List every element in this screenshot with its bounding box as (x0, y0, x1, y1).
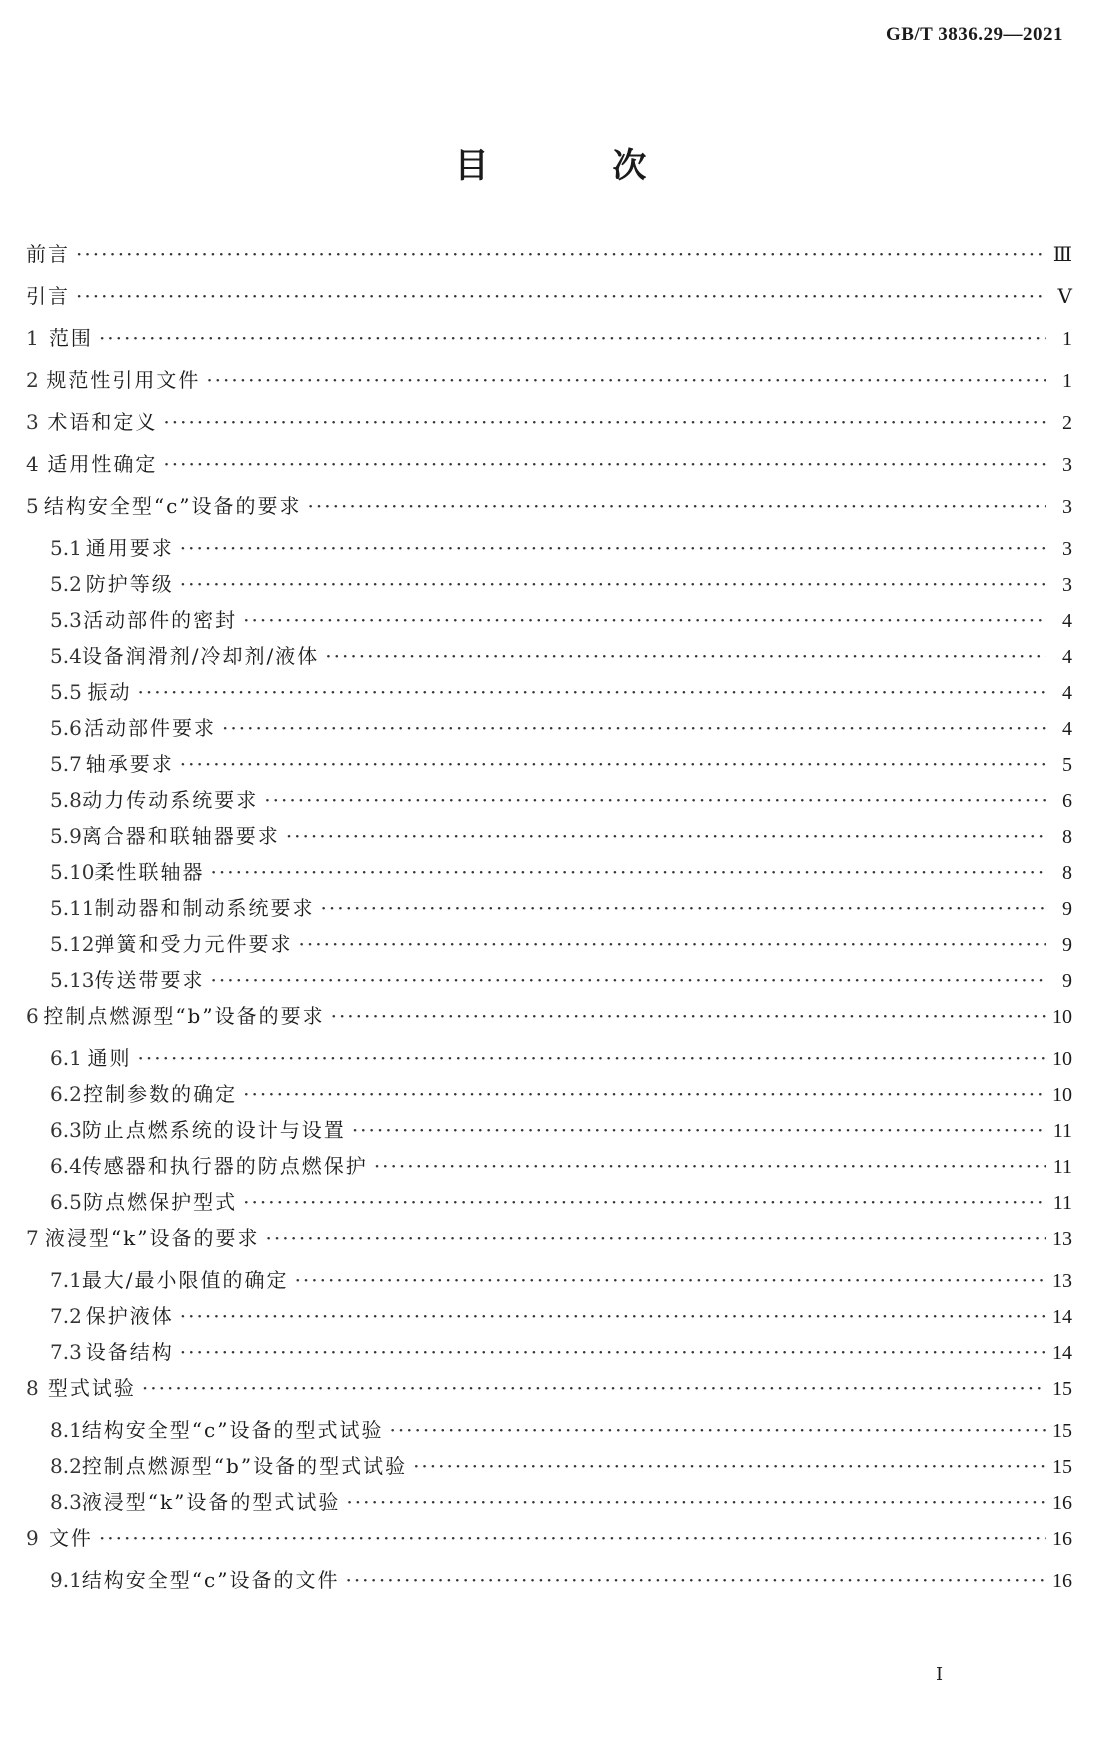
toc-entry[interactable] (26, 1567, 1072, 1603)
toc-leader-dots (413, 1453, 1046, 1479)
toc-entry-number: 5.11 (50, 896, 95, 920)
toc-leader-dots (243, 1081, 1046, 1107)
toc-entry-page: Ⅲ (1052, 244, 1072, 266)
toc-entry-page: 3 (1062, 496, 1072, 518)
toc-entry-number: 9.1 (50, 1568, 82, 1592)
toc-leader-dots (163, 409, 1046, 435)
toc-entry-label: 活动部件的密封 (83, 608, 238, 632)
toc-entry[interactable] (26, 715, 1072, 751)
toc-entry-number: 7.3 (50, 1340, 82, 1364)
toc-leader-dots (331, 1003, 1046, 1029)
toc-entry-number: 3 (26, 410, 39, 434)
toc-entry-page: 15 (1052, 1456, 1072, 1478)
toc-entry[interactable] (26, 1003, 1072, 1045)
toc-entry-label: 轴承要求 (85, 752, 174, 776)
toc-entry[interactable] (26, 1339, 1072, 1375)
toc-entry-label: 弹簧和受力元件要求 (94, 932, 293, 956)
toc-entry-number: 6.5 (50, 1190, 82, 1214)
toc-entry-number: 8.1 (50, 1418, 82, 1442)
toc-leader-dots (389, 1417, 1046, 1443)
toc-leader-dots (206, 367, 1046, 393)
toc-leader-dots (264, 787, 1046, 813)
toc-entry[interactable] (26, 1225, 1072, 1267)
toc-entry-page: 3 (1062, 454, 1072, 476)
toc-entry-page: 13 (1052, 1228, 1072, 1250)
toc-entry-page: 16 (1052, 1528, 1072, 1550)
toc-entry[interactable] (26, 859, 1072, 895)
toc-entry-label: 型式试验 (47, 1376, 136, 1400)
toc-entry[interactable] (26, 607, 1072, 643)
toc-entry-page: 3 (1062, 538, 1072, 560)
toc-entry-label: 传送带要求 (94, 968, 205, 992)
toc-entry-label: 通用要求 (85, 536, 174, 560)
toc-entry[interactable] (26, 643, 1072, 679)
toc-entry-label: 传感器和执行器的防点燃保护 (81, 1154, 368, 1178)
toc-entry-page: 15 (1052, 1420, 1072, 1442)
toc-entry-label: 结构安全型“c”设备的文件 (81, 1568, 340, 1592)
toc-entry[interactable] (26, 967, 1072, 1003)
toc-entry-page: 1 (1062, 328, 1072, 350)
toc-leader-dots (211, 967, 1046, 993)
toc-entry[interactable] (26, 895, 1072, 931)
toc-entry-label: 范围 (48, 326, 93, 350)
toc-entry[interactable] (26, 1489, 1072, 1525)
toc-entry[interactable] (26, 283, 1072, 325)
toc-entry-number: 9 (26, 1526, 39, 1550)
toc-entry-page: 11 (1052, 1192, 1072, 1214)
toc-leader-dots (99, 325, 1046, 351)
toc-entry-page: 4 (1062, 718, 1072, 740)
toc-entry-number: 7.1 (50, 1268, 82, 1292)
toc-entry-label: 适用性确定 (47, 452, 158, 476)
toc-entry[interactable] (26, 325, 1072, 367)
toc-entry-page: 11 (1052, 1120, 1072, 1142)
toc-entry-label: 控制点燃源型“b”设备的要求 (43, 1004, 325, 1028)
toc-entry-label: 防护等级 (85, 572, 174, 596)
toc-entry-page: 16 (1052, 1492, 1072, 1514)
toc-entry-page: 6 (1062, 790, 1072, 812)
toc-leader-dots (308, 493, 1046, 519)
toc-entry[interactable] (26, 931, 1072, 967)
toc-entry[interactable] (26, 787, 1072, 823)
toc-entry-label: 柔性联轴器 (94, 860, 205, 884)
toc-entry-number: 7 (26, 1226, 39, 1250)
toc-entry-page: 3 (1062, 574, 1072, 596)
toc-leader-dots (180, 751, 1046, 777)
toc-entry-page: 4 (1062, 682, 1072, 704)
toc-leader-dots (374, 1153, 1046, 1179)
toc-entry[interactable] (26, 1375, 1072, 1417)
toc-entry-page: 8 (1062, 862, 1072, 884)
toc-entry-number: 5.2 (50, 572, 82, 596)
toc-entry-label: 最大/最小限值的确定 (81, 1268, 289, 1292)
toc-leader-dots (180, 535, 1046, 561)
toc-leader-dots (299, 931, 1046, 957)
toc-entry-number: 5.5 (50, 680, 82, 704)
toc-entry-page: 14 (1052, 1306, 1072, 1328)
toc-entry[interactable] (26, 1045, 1072, 1081)
toc-entry-page: Ⅴ (1057, 286, 1072, 308)
toc-entry[interactable] (26, 451, 1072, 493)
toc-entry-number: 5.1 (50, 536, 82, 560)
toc-entry[interactable] (26, 1525, 1072, 1567)
toc-entry-page: 5 (1062, 754, 1072, 776)
toc-leader-dots (222, 715, 1046, 741)
toc-entry[interactable] (26, 1303, 1072, 1339)
toc-leader-dots (138, 679, 1046, 705)
toc-entry-number: 4 (26, 452, 39, 476)
toc-entry[interactable] (26, 367, 1072, 409)
table-of-contents (26, 241, 1072, 1603)
toc-entry-page: 9 (1062, 970, 1072, 992)
toc-entry-label: 结构安全型“c”设备的型式试验 (81, 1418, 384, 1442)
toc-entry[interactable] (26, 823, 1072, 859)
toc-entry-number: 6 (26, 1004, 39, 1028)
toc-entry[interactable] (26, 1417, 1072, 1453)
toc-entry-number: 5.7 (50, 752, 82, 776)
toc-entry-page: 8 (1062, 826, 1072, 848)
toc-entry-number: 5.13 (50, 968, 95, 992)
toc-leader-dots (76, 283, 1046, 309)
page-title: 目 次 (454, 146, 703, 186)
toc-entry-page: 10 (1052, 1048, 1072, 1070)
toc-entry-label: 液浸型“k”设备的型式试验 (81, 1490, 341, 1514)
toc-entry-number: 8 (26, 1376, 39, 1400)
toc-entry-page: 4 (1062, 610, 1072, 632)
toc-entry-label: 规范性引用文件 (46, 368, 201, 392)
toc-leader-dots (325, 643, 1046, 669)
toc-entry-label: 离合器和联轴器要求 (81, 824, 280, 848)
toc-entry-page: 14 (1052, 1342, 1072, 1364)
toc-entry-label: 活动部件要求 (84, 716, 217, 740)
toc-entry-number: 8.2 (50, 1454, 82, 1478)
toc-entry-page: 2 (1062, 412, 1072, 434)
toc-entry-page: 13 (1052, 1270, 1072, 1292)
toc-entry[interactable] (26, 1081, 1072, 1117)
toc-entry-page: 9 (1062, 898, 1072, 920)
toc-entry[interactable] (26, 1267, 1072, 1303)
toc-entry-label: 动力传动系统要求 (82, 788, 259, 812)
toc-entry-label: 前言 (26, 242, 70, 266)
toc-entry-number: 6.4 (50, 1154, 82, 1178)
toc-leader-dots (243, 1189, 1046, 1215)
toc-entry-number: 5.9 (50, 824, 82, 848)
toc-entry[interactable] (26, 1153, 1072, 1189)
standard-number: GB/T 3836.29—2021 (885, 24, 1063, 45)
toc-entry-label: 防点燃保护型式 (83, 1190, 238, 1214)
toc-entry-label: 保护液体 (85, 1304, 174, 1328)
toc-entry[interactable] (26, 1453, 1072, 1489)
toc-leader-dots (180, 1339, 1046, 1365)
toc-entry[interactable] (26, 751, 1072, 787)
toc-leader-dots (99, 1525, 1046, 1551)
toc-entry-label: 控制点燃源型“b”设备的型式试验 (81, 1454, 408, 1478)
toc-entry-label: 术语和定义 (47, 410, 158, 434)
toc-entry-label: 控制参数的确定 (83, 1082, 238, 1106)
toc-leader-dots (295, 1267, 1046, 1293)
toc-entry[interactable] (26, 1117, 1072, 1153)
toc-leader-dots (243, 607, 1046, 633)
toc-entry-page: 9 (1062, 934, 1072, 956)
toc-entry-label: 结构安全型“c”设备的要求 (43, 494, 302, 518)
toc-entry-number: 5 (26, 494, 39, 518)
toc-leader-dots (352, 1117, 1046, 1143)
page-number: Ⅰ (936, 1664, 944, 1684)
toc-entry-page: 10 (1052, 1084, 1072, 1106)
toc-entry-number: 5.4 (50, 644, 82, 668)
toc-leader-dots (321, 895, 1046, 921)
toc-entry[interactable] (26, 409, 1072, 451)
toc-entry[interactable] (26, 571, 1072, 607)
toc-entry-number: 5.12 (50, 932, 95, 956)
toc-leader-dots (76, 241, 1046, 267)
toc-leader-dots (345, 1567, 1046, 1593)
toc-entry-page: 4 (1062, 646, 1072, 668)
toc-leader-dots (211, 859, 1046, 885)
toc-entry-page: 1 (1062, 370, 1072, 392)
toc-leader-dots (142, 1375, 1046, 1401)
toc-entry-label: 文件 (48, 1526, 93, 1550)
toc-leader-dots (286, 823, 1046, 849)
toc-entry-number: 5.6 (50, 716, 82, 740)
toc-entry-label: 设备结构 (85, 1340, 174, 1364)
toc-leader-dots (180, 1303, 1046, 1329)
toc-entry-page: 15 (1052, 1378, 1072, 1400)
toc-entry[interactable] (26, 241, 1072, 283)
toc-entry-page: 10 (1052, 1006, 1072, 1028)
toc-leader-dots (138, 1045, 1046, 1071)
toc-entry-label: 通则 (87, 1046, 132, 1070)
toc-entry[interactable] (26, 493, 1072, 535)
toc-leader-dots (163, 451, 1046, 477)
toc-entry-number: 6.3 (50, 1118, 82, 1142)
toc-entry[interactable] (26, 679, 1072, 715)
toc-entry-number: 5.8 (50, 788, 82, 812)
toc-entry-number: 5.3 (50, 608, 82, 632)
toc-entry-number: 6.2 (50, 1082, 82, 1106)
toc-leader-dots (180, 571, 1046, 597)
toc-entry-label: 制动器和制动系统要求 (94, 896, 315, 920)
toc-entry-page: 11 (1052, 1156, 1072, 1178)
toc-entry-label: 引言 (26, 284, 70, 308)
toc-entry[interactable] (26, 535, 1072, 571)
toc-entry-number: 5.10 (50, 860, 95, 884)
toc-entry-number: 8.3 (50, 1490, 82, 1514)
toc-leader-dots (265, 1225, 1046, 1251)
toc-entry[interactable] (26, 1189, 1072, 1225)
toc-entry-label: 液浸型“k”设备的要求 (44, 1226, 260, 1250)
toc-entry-number: 2 (26, 368, 39, 392)
toc-entry-number: 1 (26, 326, 39, 350)
toc-leader-dots (346, 1489, 1046, 1515)
toc-entry-number: 6.1 (50, 1046, 82, 1070)
toc-entry-number: 7.2 (50, 1304, 82, 1328)
toc-entry-label: 振动 (87, 680, 132, 704)
toc-entry-label: 防止点燃系统的设计与设置 (81, 1118, 346, 1142)
toc-entry-page: 16 (1052, 1570, 1072, 1592)
toc-entry-label: 设备润滑剂/冷却剂/液体 (81, 644, 320, 668)
